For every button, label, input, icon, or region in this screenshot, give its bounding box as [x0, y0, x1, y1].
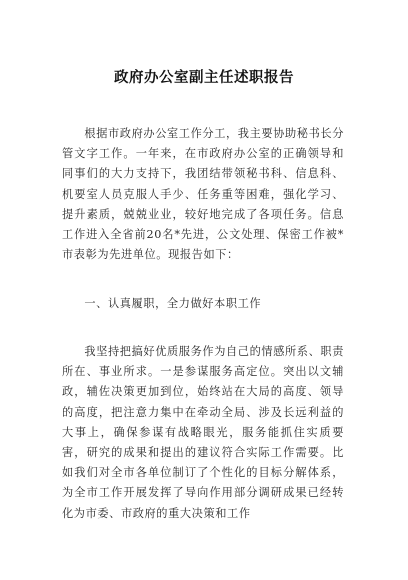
body-paragraph-1: 根据市政府办公室工作分工，我主要协助秘书长分管文字工作。一年来，在市政府办公室的正确领导和同事们的大力支持下，我团结带领秘书科、信息科、机要室人员克服人手少、任务重等困难，强化学习、提升素质，兢兢业业，较好地完成了各项任务。信息工作进入全省前20名*先进，公文处理、保密工作被*市表彰为先进单位。现报告如下： [62, 127, 344, 262]
body-paragraph-2: 我坚持把搞好优质服务作为自己的情感所系、职责所在、事业所求。一是参谋服务高定位。突出以文辅政，辅佐决策更加到位，始终站在大局的高度、领导的高度，把注意力集中在牵动全局、涉及长远利益的大事上，确保参谋有战略眼光，服务能抓住实质要害，研究的成果和提出的建议符合实际工作需要。比如我们对全市各单位制订了个性化的目标分解体系，为全市工作开展发挥了导向作用部分调研成果已经转化为市委、市政府的重大决策和工作 [62, 345, 344, 520]
section-heading: 一、认真履职，全力做好本职工作 [84, 297, 262, 310]
document-title: 政府办公室副主任述职报告 [114, 70, 294, 86]
